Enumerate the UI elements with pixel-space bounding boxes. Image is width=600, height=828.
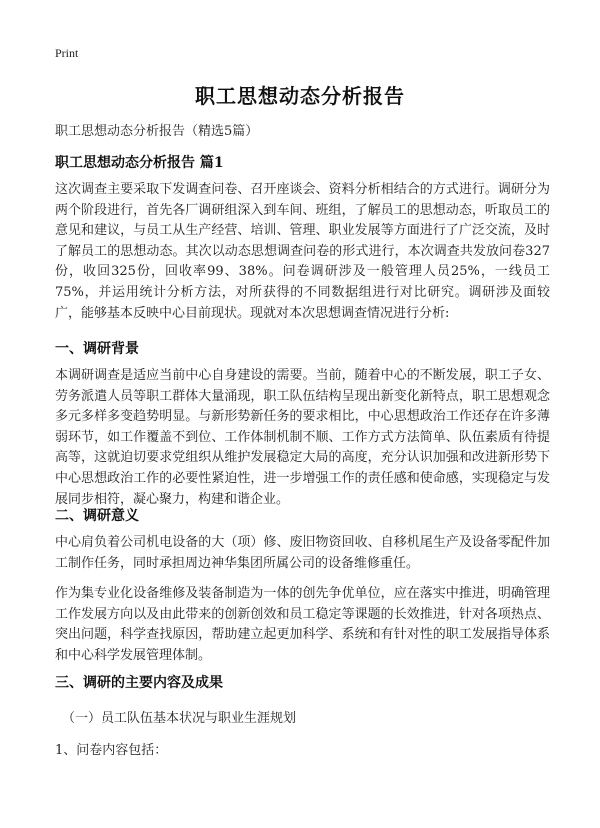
print-link[interactable]: Print	[55, 46, 79, 60]
subsection-label: （一）员工队伍基本状况与职业生涯规划	[62, 711, 297, 726]
intro-paragraph: 这次调查主要采取下发调查问卷、召开座谈会、资料分析相结合的方式进行。调研分为两个阶段进行，首先各厂调研组深入到车间、班组，了解员工的思想动态，听取员工的意见和建议，与员工从生产经营、培训、管理、职业发展等方面进行了广泛交流，及时了解员工的思想动态。其次以动态思想调查问卷的形式进行，本次调查共发放问卷327份，收回325份，回收率99、38%。问卷调研涉及一般管理人员25%，一线员工75%，并运用统计分析方法，对所获得的不同数据组进行对比研究。调研涉及面较广，能够基本反映中心目前现状。现就对本次思想调查情况进行分析:	[55, 182, 550, 321]
significance-paragraph-1: 中心肩负着公司机电设备的大（项）修、废旧物资回收、自移机尾生产及设备零配件加工制作任务，同时承担周边神华集团所属公司的设备维修重任。	[55, 535, 550, 571]
section-heading-significance: 二、调研意义	[55, 508, 139, 524]
questionnaire-label: 1、问卷内容包括：	[55, 743, 168, 758]
article-heading: 职工思想动态分析报告 篇1	[55, 155, 224, 171]
document-subtitle: 职工思想动态分析报告（精选5篇）	[55, 124, 259, 139]
page-title: 职工思想动态分析报告	[195, 84, 405, 108]
section-heading-background: 一、调研背景	[55, 341, 139, 357]
section-heading-content: 三、调研的主要内容及成果	[55, 675, 223, 691]
significance-paragraph-2: 作为集专业化设备维修及装备制造为一体的创先争优单位，应在落实中推进，明确管理工作发展方向以及由此带来的创新创效和员工稳定等课题的长效推进，针对各项热点、突出问题，科学查找原因，帮助建立起更加科学、系统和有针对性的职工发展指导体系和中心科学发展管理体制。	[55, 586, 550, 663]
background-paragraph: 本调研调查是适应当前中心自身建设的需要。当前，随着中心的不断发展，职工子女、劳务派遣人员等职工群体大量涌现，职工队伍结构呈现出新变化新特点，职工思想观念多元多样多变趋势明显。与新形势新任务的要求相比，中心思想政治工作还存在许多薄弱环节，如工作覆盖不到位、工作体制机制不顺、工作方式方法简单、队伍素质有待提高等，这就迫切要求党组织从维护发展稳定大局的高度，充分认识加强和改进新形势下中心思想政治工作的必要性紧迫性，进一步增强工作的责任感和使命感，实现稳定与发展同步相符，凝心聚力，构建和谐企业。	[55, 368, 550, 507]
